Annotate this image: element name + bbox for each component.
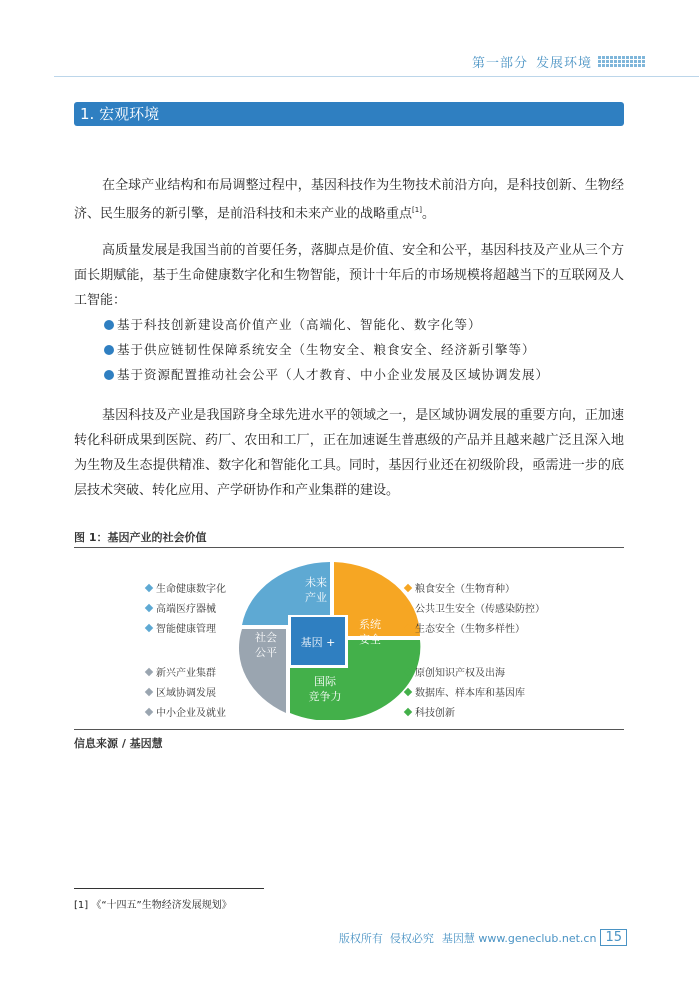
- reference-marker: [1]: [412, 206, 422, 214]
- bullet-item: [104, 337, 536, 362]
- legend-text: 科技创新: [415, 708, 455, 719]
- header-section: 发展环境: [535, 56, 592, 71]
- legend-item: [405, 600, 545, 615]
- header-divider: [54, 76, 699, 77]
- legend-text: 生态安全（生物多样性）: [415, 624, 525, 635]
- diamond-icon: [404, 604, 412, 612]
- center-label: 基因 +: [300, 636, 336, 649]
- diamond-icon: [145, 624, 153, 632]
- header-part: 第一部分: [471, 56, 528, 71]
- running-header: [472, 52, 645, 71]
- paragraph-2-text: 高质量发展是我国当前的首要任务，落脚点是价值、安全和公平，基因科技及产业从三个方面长期赋能，基于生命健康数字化和生物智能，预计十年后的市场规模将超越当下的互联网及人工智能：: [74, 243, 624, 308]
- legend-item: [405, 664, 505, 679]
- legend-item: [405, 620, 525, 635]
- bullet-dot-icon: [104, 320, 114, 330]
- legend-item: [405, 704, 455, 719]
- legend-item: [146, 704, 226, 719]
- diamond-icon: [404, 668, 412, 676]
- bullet-text: 基于供应链韧性保障系统安全（生物安全、粮食安全、经济新引擎等）: [117, 342, 536, 357]
- paragraph-3-text: 基因科技及产业是我国跻身全球先进水平的领域之一，是区域协调发展的重要方向，正加速转化科研成果到医院、药厂、农田和工厂，正在加速诞生普惠级的产品并且越来越广泛且深入地为生物及生态提供精准、数字化和智能化工具。同时，基因行业还在初级阶段，亟需进一步的底层技术突破、转化应用、产学研协作和产业集群的建设。: [74, 408, 624, 498]
- bullet-text: 基于科技创新建设高价值产业（高端化、智能化、数字化等）: [117, 317, 482, 332]
- figure-caption: 图 1：基因产业的社会价值: [74, 531, 207, 544]
- legend-text: 公共卫生安全（传感染防控）: [415, 604, 545, 615]
- legend-item: [146, 600, 216, 615]
- legend-text: 数据库、样本库和基因库: [415, 688, 525, 699]
- paragraph-1: [74, 173, 624, 226]
- legend-item: [405, 580, 515, 595]
- quadrant-right-label-1: 系统: [359, 618, 381, 631]
- paragraph-1-end: 。: [421, 206, 435, 222]
- page-number: 15: [600, 929, 627, 946]
- figure-source: 信息来源 / 基因慧: [74, 737, 163, 750]
- bullet-dot-icon: [104, 370, 114, 380]
- legend-text: 新兴产业集群: [156, 668, 216, 679]
- diamond-icon: [145, 668, 153, 676]
- diamond-icon: [145, 688, 153, 696]
- footer-rights: 版权所有 侵权必究: [338, 931, 434, 945]
- quadrant-left-label-2: 公平: [255, 646, 277, 659]
- header-dots-decoration: [598, 56, 645, 67]
- footnote-text: 《“十四五”生物经济发展规划》: [91, 900, 232, 911]
- paragraph-3: [74, 403, 624, 503]
- quadrant-top-label-1: 未来: [305, 576, 327, 589]
- quadrant-bottom-label-2: 竞争力: [308, 690, 342, 703]
- legend-text: 原创知识产权及出海: [415, 668, 505, 679]
- legend-text: 区域协调发展: [156, 688, 216, 699]
- quadrant-top-label-2: 产业: [305, 591, 327, 604]
- figure-top-rule: [74, 547, 624, 548]
- footnote-number: [1]: [74, 900, 89, 911]
- quadrant-bottom-label-1: 国际: [314, 675, 336, 688]
- legend-item: [146, 664, 216, 679]
- legend-text: 高端医疗器械: [156, 604, 216, 615]
- paragraph-2: [74, 238, 624, 313]
- legend-text: 智能健康管理: [156, 624, 216, 635]
- figure-bottom-rule: [74, 729, 624, 730]
- legend-item: [405, 684, 525, 699]
- footnote-divider: [74, 888, 264, 889]
- diamond-icon: [404, 708, 412, 716]
- section-title: 1. 宏观环境: [74, 102, 624, 126]
- quadrant-left-label-1: 社会: [255, 631, 277, 644]
- legend-item: [146, 620, 216, 635]
- quadrant-right-label-2: 安全: [359, 633, 381, 646]
- social-value-diagram: [230, 558, 430, 720]
- bullet-text: 基于资源配置推动社会公平（人才教育、中小企业发展及区域协调发展）: [117, 367, 550, 382]
- bullet-item: [104, 312, 482, 337]
- legend-item: [146, 580, 226, 595]
- diamond-icon: [404, 584, 412, 592]
- diamond-icon: [404, 688, 412, 696]
- legend-text: 粮食安全（生物育种）: [415, 584, 515, 595]
- footer-brand: 基因慧 www.geneclub.net.cn: [441, 931, 597, 945]
- diamond-icon: [145, 584, 153, 592]
- diamond-icon: [145, 604, 153, 612]
- diamond-icon: [145, 708, 153, 716]
- legend-text: 中小企业及就业: [156, 708, 226, 719]
- bullet-item: [104, 362, 549, 387]
- legend-text: 生命健康数字化: [156, 584, 226, 595]
- page-footer: [339, 929, 627, 946]
- paragraph-1-text: 在全球产业结构和布局调整过程中，基因科技作为生物技术前沿方向，是科技创新、生物经济、民生服务的新引擎，是前沿科技和未来产业的战略重点: [74, 178, 624, 222]
- bullet-dot-icon: [104, 345, 114, 355]
- diamond-icon: [404, 624, 412, 632]
- legend-item: [146, 684, 216, 699]
- footnote: [74, 896, 232, 911]
